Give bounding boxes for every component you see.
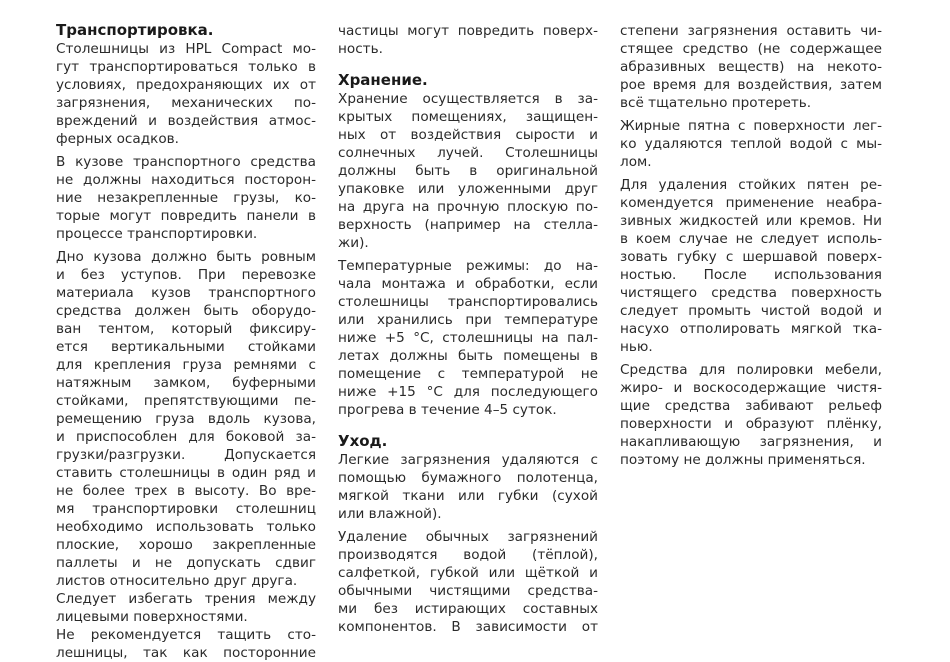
text-line: накапливающую загрязнения, и <box>620 434 882 450</box>
text-line: мягкой ткани или губки (сухой <box>338 488 598 504</box>
text-line: не должны находиться посторон- <box>56 172 316 188</box>
text-line: необходимо использовать только <box>56 519 316 535</box>
paragraph <box>338 90 598 252</box>
paragraph <box>56 590 316 626</box>
paragraph <box>56 626 316 662</box>
text-line: ставить столешницы в один ряд и <box>56 465 316 481</box>
text-line: материала кузов транспортного <box>56 285 316 301</box>
text-line: Температурные режимы: до на- <box>338 258 598 274</box>
text-line: ных от воздействия сырости и <box>338 127 598 143</box>
text-line: ность. <box>338 41 383 57</box>
text-line: Столешницы из HPL Compact мо- <box>56 41 316 57</box>
text-line: и приспособлен для боковой за- <box>56 429 316 445</box>
text-line: гут транспортироваться только в <box>56 59 316 75</box>
text-line: натяжным замком, буферными <box>56 375 316 391</box>
paragraph <box>56 248 316 590</box>
paragraph <box>620 22 882 112</box>
text-line: ко удаляются теплой водой с мы- <box>620 136 882 152</box>
heading-storage: Хранение. <box>338 71 428 89</box>
text-line: лом. <box>620 154 652 170</box>
text-line: стойками, препятствующими пе- <box>56 393 316 409</box>
text-line: и без уступов. При перевозке <box>56 267 316 283</box>
text-line: салфеткой, губкой или щёткой и <box>338 565 598 581</box>
text-line: в коем случае не следует исполь- <box>620 231 882 247</box>
heading-transportation: Транспортировка. <box>56 21 214 39</box>
text-line: абразивных веществ) на некото- <box>620 59 882 75</box>
text-line: В кузове транспортного средства <box>56 154 316 170</box>
paragraph <box>56 153 316 243</box>
text-line: прогрева в течение 4–5 суток. <box>338 402 557 418</box>
text-line: загрязнения, механических по- <box>56 95 316 111</box>
text-line: производятся водой (тёплой), <box>338 547 598 563</box>
text-line: лицевыми поверхностями. <box>56 609 248 625</box>
text-line: солнечных лучей. Столешницы <box>338 145 598 161</box>
text-line: жи). <box>338 235 369 251</box>
text-line: крытых помещениях, защищен- <box>338 109 598 125</box>
text-line: обычными чистящими средства- <box>338 583 598 599</box>
column-3 <box>620 22 882 469</box>
text-line: степени загрязнения оставить чи- <box>620 23 882 39</box>
text-line: средства должен быть оборудо- <box>56 303 316 319</box>
text-line: ферных осадков. <box>56 131 179 147</box>
column-1 <box>56 20 316 662</box>
text-line: следует промыть чистой водой и <box>620 303 882 319</box>
text-line: поэтому не должны применяться. <box>620 452 866 468</box>
text-line: Удаление обычных загрязнений <box>338 529 598 545</box>
text-line: ремещению груза вдоль кузова, <box>56 411 316 427</box>
text-line: торые могут повредить панели в <box>56 208 316 224</box>
text-line: или влажной). <box>338 506 442 522</box>
text-line: ниже +15 °С для последующего <box>338 384 598 400</box>
text-line: Дно кузова должно быть ровным <box>56 249 316 265</box>
text-line: грузки/разгрузки. Допускается <box>56 447 316 463</box>
text-line: плоские, хорошо закрепленные <box>56 537 316 553</box>
text-line: столешницы транспортировались <box>338 294 598 310</box>
paragraph <box>620 176 882 356</box>
text-line: частицы могут повредить поверх- <box>338 23 598 39</box>
text-line: ниже +5 °С, столешницы на пал- <box>338 330 598 346</box>
text-line: чистящего средства поверхность <box>620 285 882 301</box>
paragraph <box>620 117 882 171</box>
paragraph <box>620 361 882 469</box>
text-line: комендуется применение неабра- <box>620 195 882 211</box>
text-line: рое время для воздействия, затем <box>620 77 882 93</box>
text-line: ностью. После использования <box>620 267 882 283</box>
text-line: поверхности и образуют плёнку, <box>620 416 882 432</box>
text-line: Для удаления стойких пятен ре- <box>620 177 882 193</box>
text-line: зивных жидкостей или кремов. Ни <box>620 213 882 229</box>
text-line: зовать губку с шершавой поверх- <box>620 249 882 265</box>
text-line: помещение с температурой не <box>338 366 598 382</box>
text-line: условиях, предохраняющих их от <box>56 77 316 93</box>
text-line: щие средства забивают рельеф <box>620 398 882 414</box>
text-line: Легкие загрязнения удаляются с <box>338 452 598 468</box>
text-line: лешницы, так как посторонние <box>56 645 316 661</box>
text-line: не более трех в высоту. Во вре- <box>56 483 316 499</box>
text-line: всё тщательно протереть. <box>620 95 812 111</box>
text-line: ван тентом, который фиксиру- <box>56 321 316 337</box>
text-line: упаковке или уложенными друг <box>338 181 598 197</box>
text-line: стящее средство (не содержащее <box>620 41 882 57</box>
text-line: Жирные пятна с поверхности лег- <box>620 118 882 134</box>
heading-care: Уход. <box>338 432 388 450</box>
text-line: Средства для полировки мебели, <box>620 362 882 378</box>
text-line: вреждений и воздействия атмос- <box>56 113 316 129</box>
text-line: жиро- и воскосодержащие чистя- <box>620 380 882 396</box>
text-line: чала монтажа и обработки, если <box>338 276 598 292</box>
column-2 <box>338 22 598 636</box>
text-line: летах должны быть помещены в <box>338 348 598 364</box>
text-line: ние незакрепленные грузы, ко- <box>56 190 316 206</box>
text-line: или хранились при температуре <box>338 312 598 328</box>
text-line: ми без истирающих составных <box>338 601 598 617</box>
paragraph <box>338 22 598 58</box>
paragraph <box>338 451 598 523</box>
text-line: нью. <box>620 339 653 355</box>
paragraph <box>338 257 598 419</box>
paragraph <box>56 40 316 148</box>
paragraph <box>338 528 598 636</box>
text-line: помощью бумажного полотенца, <box>338 470 598 486</box>
text-line: Не рекомендуется тащить сто- <box>56 627 316 643</box>
text-line: верхность (например на стелла- <box>338 217 598 233</box>
text-line: процессе транспортировки. <box>56 226 258 242</box>
text-line: Следует избегать трения между <box>56 591 316 607</box>
text-line: на друга на прочную плоскую по- <box>338 199 598 215</box>
text-line: мя транспортировки столешниц <box>56 501 316 517</box>
text-line: для крепления груза ремнями с <box>56 357 316 373</box>
text-line: Хранение осуществляется в за- <box>338 91 598 107</box>
text-line: ется вертикальными стойками <box>56 339 316 355</box>
text-line: насухо отполировать мягкой тка- <box>620 321 882 337</box>
text-line: листов относительно друг друга. <box>56 573 298 589</box>
text-line: паллеты и не допускать сдвиг <box>56 555 316 571</box>
text-line: должны быть в оригинальной <box>338 163 598 179</box>
text-line: компонентов. В зависимости от <box>338 619 598 635</box>
